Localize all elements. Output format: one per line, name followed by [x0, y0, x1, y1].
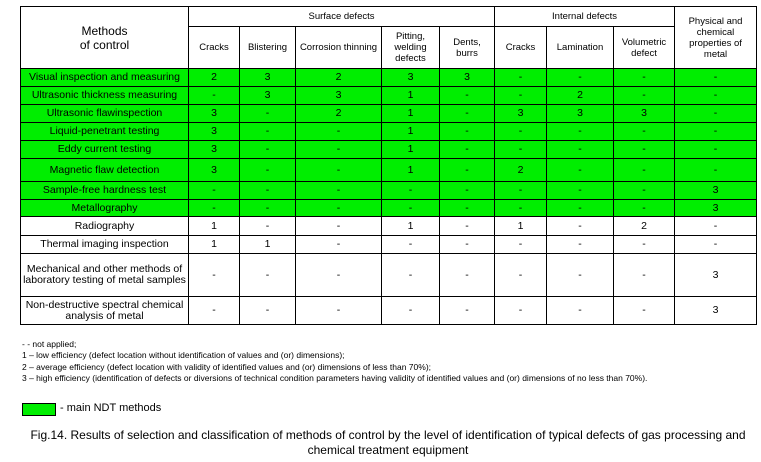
- efficiency-cell: -: [614, 200, 675, 217]
- efficiency-cell: -: [240, 297, 296, 325]
- efficiency-cell: 1: [189, 217, 240, 236]
- efficiency-cell: -: [675, 141, 757, 159]
- efficiency-cell: -: [495, 297, 547, 325]
- sub-header: Blistering: [240, 27, 296, 69]
- efficiency-cell: 3: [189, 141, 240, 159]
- method-name: Radiography: [21, 217, 189, 236]
- ndt-methods-table: [20, 6, 757, 325]
- efficiency-cell: -: [547, 297, 614, 325]
- note-line: 1 – low efficiency (defect location without identification of values and (or) dimensions);: [22, 350, 345, 361]
- efficiency-cell: -: [495, 182, 547, 200]
- method-name: Non-destructive spectral chemical analysis of metal: [21, 297, 189, 325]
- efficiency-cell: -: [614, 182, 675, 200]
- efficiency-cell: -: [296, 159, 382, 182]
- efficiency-cell: -: [495, 87, 547, 105]
- method-name: Mechanical and other methods of laboratory testing of metal samples: [21, 254, 189, 297]
- efficiency-cell: -: [614, 69, 675, 87]
- efficiency-cell: -: [675, 69, 757, 87]
- efficiency-cell: -: [382, 200, 440, 217]
- efficiency-cell: -: [547, 69, 614, 87]
- table-row: [21, 182, 757, 200]
- note-line: 2 – average efficiency (defect location with validity of identified values and (or) dimensions of less than 70%);: [22, 361, 432, 372]
- efficiency-cell: 3: [240, 87, 296, 105]
- efficiency-cell: 3: [189, 105, 240, 123]
- efficiency-cell: -: [296, 254, 382, 297]
- efficiency-cell: -: [440, 217, 495, 236]
- method-name: Metallography: [21, 200, 189, 217]
- efficiency-cell: -: [440, 87, 495, 105]
- efficiency-cell: -: [547, 200, 614, 217]
- notes: [22, 339, 647, 385]
- efficiency-cell: 1: [495, 217, 547, 236]
- efficiency-cell: -: [240, 141, 296, 159]
- efficiency-cell: -: [675, 236, 757, 254]
- table-row: [21, 69, 757, 87]
- efficiency-cell: -: [675, 105, 757, 123]
- efficiency-cell: 3: [495, 105, 547, 123]
- efficiency-cell: -: [296, 141, 382, 159]
- efficiency-cell: -: [614, 87, 675, 105]
- table-row: [21, 123, 757, 141]
- efficiency-cell: -: [495, 69, 547, 87]
- efficiency-cell: -: [440, 123, 495, 141]
- efficiency-cell: -: [675, 87, 757, 105]
- method-name: Sample-free hardness test: [21, 182, 189, 200]
- efficiency-cell: -: [189, 297, 240, 325]
- efficiency-cell: 2: [296, 105, 382, 123]
- efficiency-cell: -: [240, 217, 296, 236]
- efficiency-cell: -: [296, 217, 382, 236]
- efficiency-cell: -: [296, 200, 382, 217]
- efficiency-cell: -: [240, 123, 296, 141]
- table-row: [21, 200, 757, 217]
- method-name: Ultrasonic thickness measuring: [21, 87, 189, 105]
- table-row: [21, 217, 757, 236]
- efficiency-cell: -: [440, 236, 495, 254]
- efficiency-cell: -: [547, 254, 614, 297]
- table-row: [21, 159, 757, 182]
- efficiency-cell: 3: [382, 69, 440, 87]
- efficiency-cell: 3: [189, 159, 240, 182]
- efficiency-cell: -: [614, 141, 675, 159]
- efficiency-cell: -: [240, 159, 296, 182]
- efficiency-cell: -: [614, 159, 675, 182]
- efficiency-cell: -: [495, 123, 547, 141]
- note-line: 3 – high efficiency (identification of defects or diversions of technical condition parameters having validity of identified values and (or) dimensions of no less than 70%).: [22, 373, 648, 384]
- efficiency-cell: -: [614, 297, 675, 325]
- efficiency-cell: -: [547, 141, 614, 159]
- note-line: - - not applied;: [22, 339, 77, 349]
- table-row: [21, 254, 757, 297]
- efficiency-cell: -: [547, 182, 614, 200]
- efficiency-cell: 2: [614, 217, 675, 236]
- efficiency-cell: -: [675, 217, 757, 236]
- efficiency-cell: 1: [382, 87, 440, 105]
- method-name: Eddy current testing: [21, 141, 189, 159]
- efficiency-cell: -: [382, 236, 440, 254]
- method-name: Visual inspection and measuring: [21, 69, 189, 87]
- efficiency-cell: 1: [382, 141, 440, 159]
- table-row: [21, 87, 757, 105]
- efficiency-cell: -: [440, 105, 495, 123]
- efficiency-cell: 1: [382, 217, 440, 236]
- legend-swatch: [22, 403, 56, 416]
- table-row: [21, 141, 757, 159]
- efficiency-cell: 3: [614, 105, 675, 123]
- efficiency-cell: 2: [296, 69, 382, 87]
- efficiency-cell: -: [296, 236, 382, 254]
- internal-defects-header: Internal defects: [495, 7, 675, 27]
- efficiency-cell: -: [240, 254, 296, 297]
- sub-header: Lamination: [547, 27, 614, 69]
- table-row: [21, 236, 757, 254]
- efficiency-cell: 3: [675, 182, 757, 200]
- efficiency-cell: 3: [189, 123, 240, 141]
- efficiency-cell: -: [440, 141, 495, 159]
- method-name: Magnetic flaw detection: [21, 159, 189, 182]
- sub-header: Corrosion thinning: [296, 27, 382, 69]
- efficiency-cell: 1: [189, 236, 240, 254]
- efficiency-cell: 3: [675, 200, 757, 217]
- efficiency-cell: 3: [547, 105, 614, 123]
- method-name: Thermal imaging inspection: [21, 236, 189, 254]
- efficiency-cell: -: [240, 105, 296, 123]
- efficiency-cell: -: [440, 200, 495, 217]
- method-name: Ultrasonic flawinspection: [21, 105, 189, 123]
- efficiency-cell: -: [547, 159, 614, 182]
- efficiency-cell: -: [240, 182, 296, 200]
- sub-header: Pitting, welding defects: [382, 27, 440, 69]
- efficiency-cell: 3: [675, 254, 757, 297]
- method-name: Liquid-penetrant testing: [21, 123, 189, 141]
- figure-caption: Fig.14. Results of selection and classification of methods of control by the level of identification of typical defects of gas processing and chemical treatment equipment: [30, 428, 746, 457]
- efficiency-cell: 3: [675, 297, 757, 325]
- efficiency-cell: -: [189, 200, 240, 217]
- efficiency-cell: -: [495, 254, 547, 297]
- table-row: [21, 105, 757, 123]
- efficiency-cell: -: [296, 182, 382, 200]
- efficiency-cell: -: [495, 141, 547, 159]
- efficiency-cell: -: [614, 123, 675, 141]
- efficiency-cell: -: [495, 236, 547, 254]
- efficiency-cell: -: [240, 200, 296, 217]
- efficiency-cell: 3: [296, 87, 382, 105]
- sub-header: Dents, burrs: [440, 27, 495, 69]
- efficiency-cell: 2: [495, 159, 547, 182]
- efficiency-cell: -: [675, 159, 757, 182]
- efficiency-cell: -: [189, 254, 240, 297]
- efficiency-cell: -: [547, 123, 614, 141]
- efficiency-cell: -: [614, 254, 675, 297]
- methods-header: Methods of control: [21, 7, 189, 69]
- efficiency-cell: -: [614, 236, 675, 254]
- surface-defects-header: Surface defects: [189, 7, 495, 27]
- efficiency-cell: -: [495, 200, 547, 217]
- efficiency-cell: -: [382, 182, 440, 200]
- efficiency-cell: 2: [547, 87, 614, 105]
- efficiency-cell: 1: [382, 105, 440, 123]
- physchem-header: Physical and chemical properties of metal: [675, 7, 757, 69]
- efficiency-cell: -: [296, 297, 382, 325]
- efficiency-cell: 1: [382, 123, 440, 141]
- efficiency-cell: -: [382, 254, 440, 297]
- sub-header: Cracks: [495, 27, 547, 69]
- efficiency-cell: -: [189, 182, 240, 200]
- efficiency-cell: -: [547, 217, 614, 236]
- efficiency-cell: -: [440, 297, 495, 325]
- efficiency-cell: 3: [240, 69, 296, 87]
- efficiency-cell: 1: [382, 159, 440, 182]
- efficiency-cell: -: [440, 254, 495, 297]
- efficiency-cell: -: [675, 123, 757, 141]
- efficiency-cell: -: [296, 123, 382, 141]
- legend-label: - main NDT methods: [60, 402, 162, 414]
- table-row: [21, 297, 757, 325]
- efficiency-cell: 1: [240, 236, 296, 254]
- efficiency-cell: -: [440, 182, 495, 200]
- efficiency-cell: -: [189, 87, 240, 105]
- efficiency-cell: -: [382, 297, 440, 325]
- efficiency-cell: -: [440, 159, 495, 182]
- sub-header: Volumetric defect: [614, 27, 675, 69]
- efficiency-cell: 2: [189, 69, 240, 87]
- efficiency-cell: -: [547, 236, 614, 254]
- sub-header: Cracks: [189, 27, 240, 69]
- efficiency-cell: 3: [440, 69, 495, 87]
